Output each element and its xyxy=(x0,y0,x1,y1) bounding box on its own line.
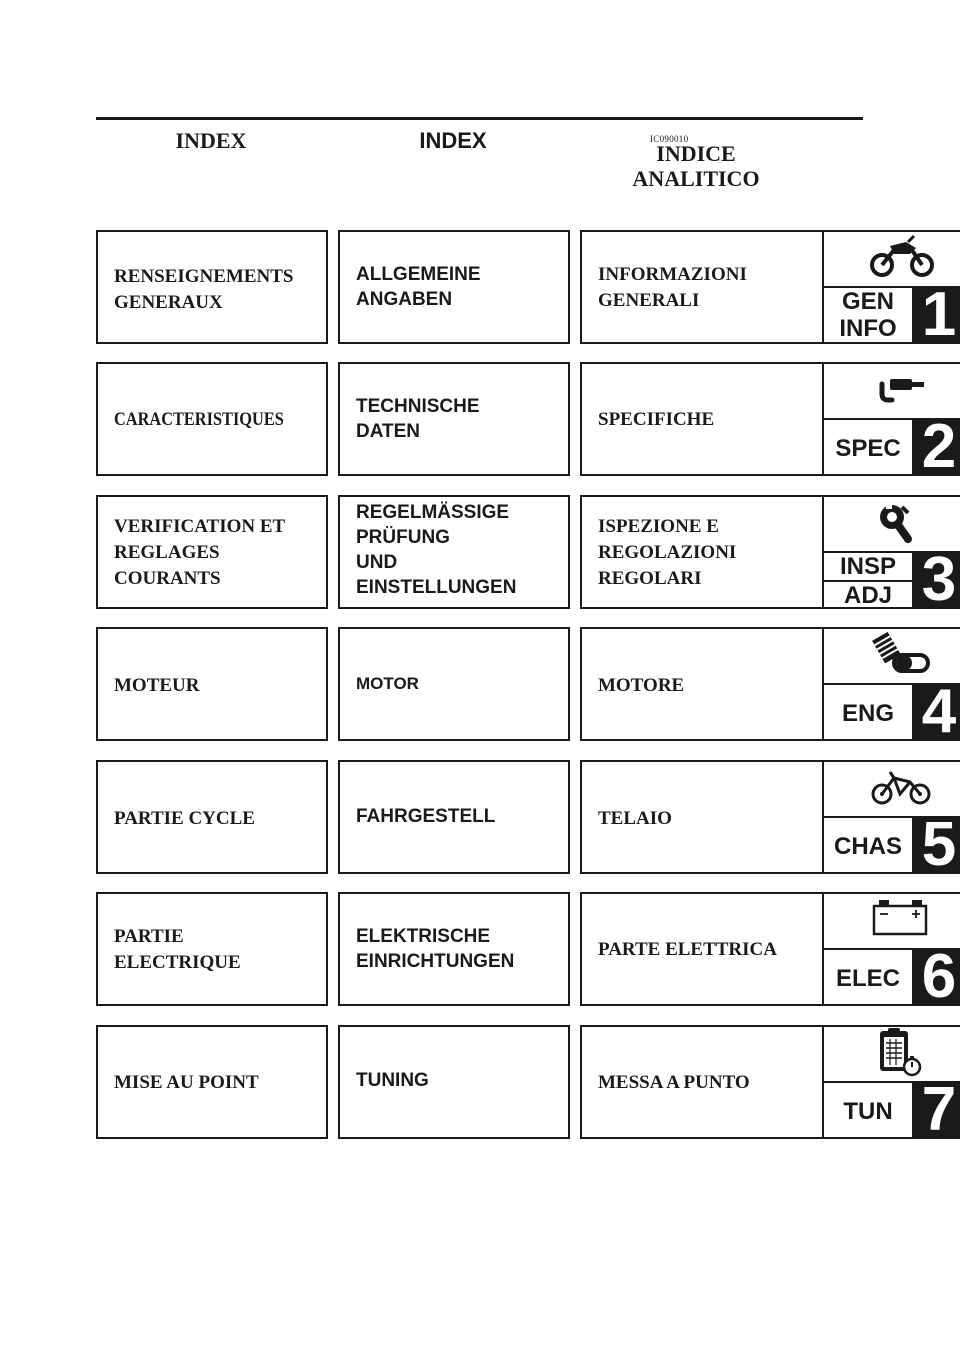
label-fr xyxy=(96,627,328,741)
section-label-de: ALLGEMEINE ANGABEN xyxy=(356,264,481,310)
title-it: INDICE ANALITICO xyxy=(632,141,760,191)
engine-icon xyxy=(824,627,960,683)
wrench-icon xyxy=(824,495,960,551)
section-label-it: INFORMAZIONI GENERALI xyxy=(598,264,747,311)
index-row-spec[interactable] xyxy=(96,362,960,476)
tab-code xyxy=(824,683,912,741)
section-label-de: TUNING xyxy=(356,1070,429,1091)
section-label-it: PARTE ELETTRICA xyxy=(598,939,777,960)
tab-code-line-2: INFO xyxy=(839,315,897,342)
section-number: 4 xyxy=(912,683,960,741)
section-tab[interactable] xyxy=(822,760,960,874)
section-tab[interactable] xyxy=(822,230,960,344)
header-rule xyxy=(96,117,863,120)
section-number: 5 xyxy=(912,816,960,874)
section-label-fr: MISE AU POINT xyxy=(114,1072,259,1093)
section-tab[interactable] xyxy=(822,362,960,476)
tab-code-line-1: INSP xyxy=(839,553,896,580)
label-fr xyxy=(96,892,328,1006)
tuning-icon xyxy=(824,1025,960,1081)
tab-code-line-1: GEN xyxy=(841,288,894,315)
index-row-insp-adj[interactable] xyxy=(96,495,960,609)
section-tab[interactable] xyxy=(822,495,960,609)
title-de: INDEX xyxy=(419,128,487,153)
section-number: 2 xyxy=(912,418,960,476)
section-label-fr: PARTIE ELECTRIQUE xyxy=(114,926,241,973)
section-label-it: MESSA A PUNTO xyxy=(598,1072,750,1093)
section-label-fr: CARACTERISTIQUES xyxy=(114,409,284,430)
label-de xyxy=(338,760,570,874)
label-de xyxy=(338,627,570,741)
tab-code xyxy=(824,816,912,874)
label-de xyxy=(338,362,570,476)
tab-code xyxy=(824,551,912,609)
chassis-icon xyxy=(824,760,960,816)
section-label-de: ELEKTRISCHE EINRICHTUNGEN xyxy=(356,926,515,972)
tab-code-line-1: ENG xyxy=(841,700,894,727)
section-label-fr: MOTEUR xyxy=(114,675,200,696)
tab-code xyxy=(824,948,912,1006)
section-label-it: ISPEZIONE E REGOLAZIONI REGOLARI xyxy=(598,516,737,589)
section-number: 7 xyxy=(912,1081,960,1139)
section-tab[interactable] xyxy=(822,1025,960,1139)
tab-code xyxy=(824,286,912,344)
tab-code xyxy=(824,1081,912,1139)
label-de xyxy=(338,230,570,344)
label-it xyxy=(580,362,960,476)
label-fr xyxy=(96,1025,328,1139)
section-label-de: MOTOR xyxy=(356,674,419,693)
tab-code-line-1: SPEC xyxy=(835,435,901,462)
label-it xyxy=(580,230,960,344)
section-tab[interactable] xyxy=(822,892,960,1006)
label-it xyxy=(580,495,960,609)
section-label-it: SPECIFICHE xyxy=(598,409,715,430)
tab-code-line-1: TUN xyxy=(843,1098,893,1125)
section-number: 6 xyxy=(912,948,960,1006)
label-fr xyxy=(96,230,328,344)
section-label-de: TECHNISCHE DATEN xyxy=(356,396,480,442)
index-row-gen-info[interactable] xyxy=(96,230,960,344)
section-tab[interactable] xyxy=(822,627,960,741)
section-number: 3 xyxy=(912,551,960,609)
section-label-it: MOTORE xyxy=(598,675,685,696)
index-row-elec[interactable] xyxy=(96,892,960,1006)
section-label-de: REGELMÄSSIGE PRÜFUNG UND EINSTELLUNGEN xyxy=(356,502,517,598)
label-de xyxy=(338,1025,570,1139)
label-it xyxy=(580,892,960,1006)
label-it xyxy=(580,760,960,874)
page-code: IC090010 xyxy=(650,134,689,144)
tab-code-line-1: ELEC xyxy=(835,965,900,992)
index-row-tun[interactable] xyxy=(96,1025,960,1139)
motorcycle-icon xyxy=(824,230,960,286)
section-label-fr: PARTIE CYCLE xyxy=(114,808,255,829)
label-fr xyxy=(96,760,328,874)
section-label-fr: VERIFICATION ET REGLAGES COURANTS xyxy=(114,516,286,589)
label-fr xyxy=(96,495,328,609)
tab-code-line-2: ADJ xyxy=(843,582,892,609)
spec-icon xyxy=(824,362,960,418)
label-de xyxy=(338,892,570,1006)
label-de xyxy=(338,495,570,609)
tab-code-line-1: CHAS xyxy=(833,833,902,860)
label-it xyxy=(580,627,960,741)
label-fr xyxy=(96,362,328,476)
title-fr: INDEX xyxy=(175,128,247,153)
tab-code xyxy=(824,418,912,476)
section-label-fr: RENSEIGNEMENTS GENERAUX xyxy=(114,266,294,313)
index-row-eng[interactable] xyxy=(96,627,960,741)
index-row-chas[interactable] xyxy=(96,760,960,874)
battery-icon xyxy=(824,892,960,948)
section-number: 1 xyxy=(912,286,960,344)
section-label-de: FAHRGESTELL xyxy=(356,806,496,827)
label-it xyxy=(580,1025,960,1139)
section-label-it: TELAIO xyxy=(598,808,672,829)
